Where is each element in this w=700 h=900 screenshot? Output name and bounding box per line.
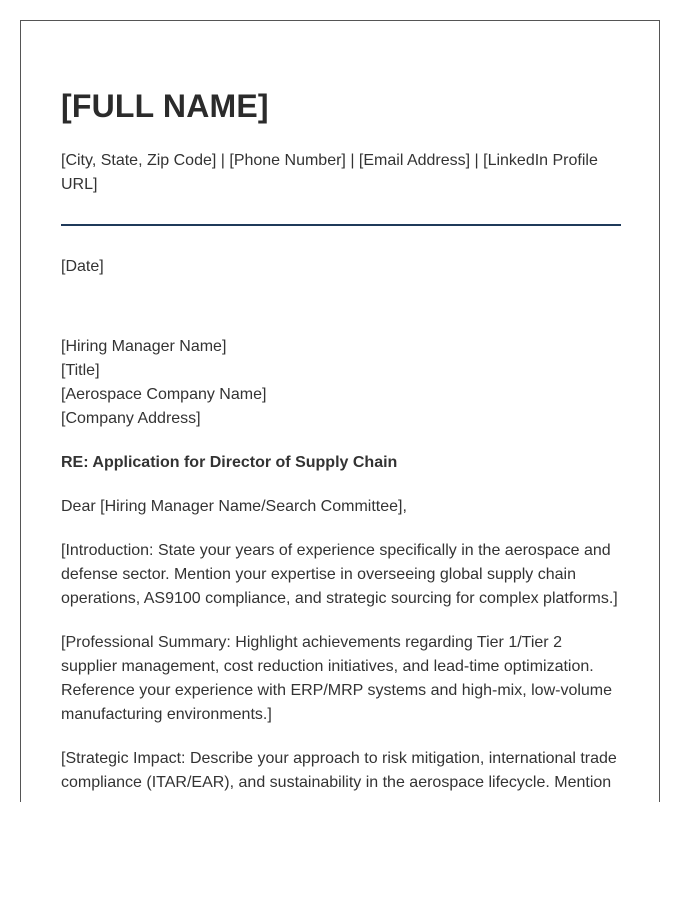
contact-line: [City, State, Zip Code] | [Phone Number] | [Email Address] | [LinkedIn Profile URL] [61, 152, 598, 193]
paragraph-strategic-impact: [Strategic Impact: Describe your approach to risk mitigation, international trade compliance (ITAR/EAR), and sustainability in the aerospace lifecycle. Mention [61, 750, 617, 791]
full-name-heading: [FULL NAME] [61, 88, 269, 124]
letter-body [61, 255, 621, 802]
recipient-company: [Aerospace Company Name] [61, 386, 267, 403]
salutation: Dear [Hiring Manager Name/Search Committee], [61, 498, 407, 515]
recipient-block [61, 335, 621, 431]
recipient-address: [Company Address] [61, 410, 201, 427]
date-line: [Date] [61, 258, 104, 275]
subject-line: RE: Application for Director of Supply Chain [61, 454, 398, 471]
header-divider [61, 224, 621, 226]
recipient-manager: [Hiring Manager Name] [61, 338, 227, 355]
paragraph-introduction: [Introduction: State your years of experience specifically in the aerospace and defense sector. Mention your expertise in overseeing global supply chain operations, AS9100 compliance, and strategic sourcing for complex platforms.] [61, 542, 618, 607]
recipient-title: [Title] [61, 362, 100, 379]
paragraph-professional-summary: [Professional Summary: Highlight achievements regarding Tier 1/Tier 2 supplier management, cost reduction initiatives, and lead-time optimization. Reference your experience with ERP/MRP systems and high-mix, low-volume manufacturing environments.] [61, 634, 613, 723]
letter-page [20, 20, 660, 802]
